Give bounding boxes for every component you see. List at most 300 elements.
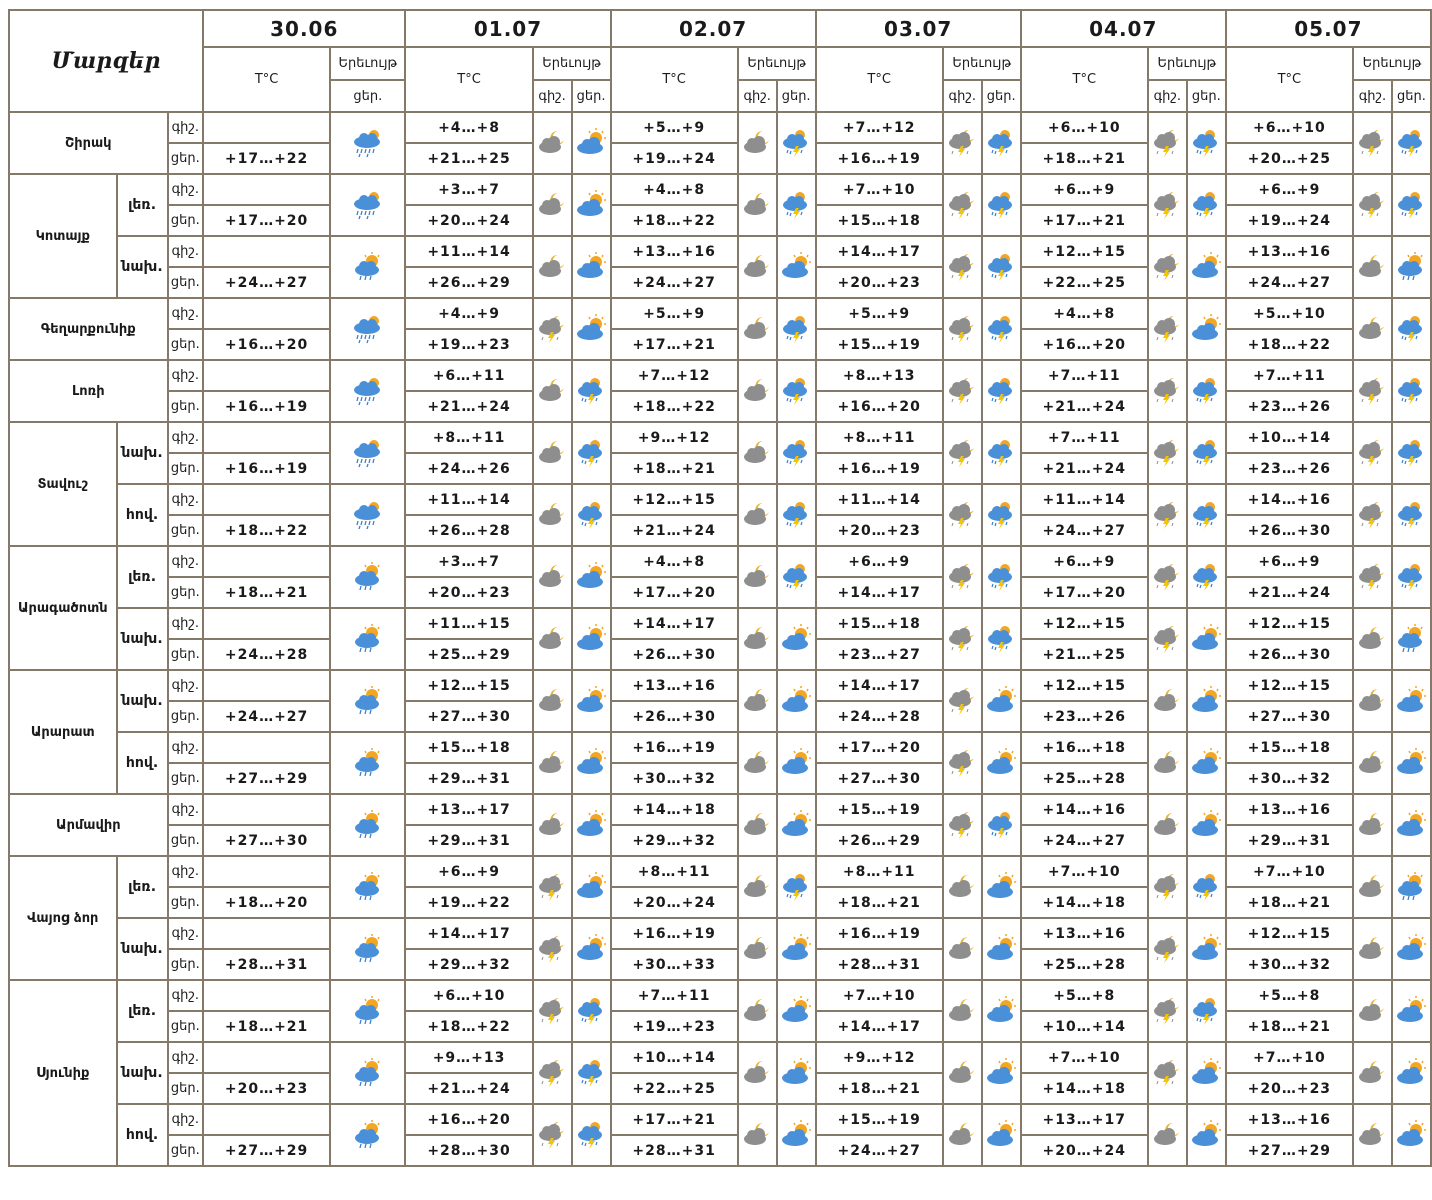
weather-icon-cell (738, 298, 777, 360)
thunder-cloud-icon (778, 175, 815, 235)
weather-icon-cell (572, 546, 611, 608)
thunder-cloud-icon (983, 113, 1020, 173)
region-name: Սյունիք (9, 980, 117, 1166)
cloud-moon-icon (944, 919, 981, 979)
weather-icon-cell (777, 1104, 816, 1166)
weather-icon-cell (982, 670, 1021, 732)
day-temp: +16…+20 (816, 391, 943, 422)
sun-rain-icon (331, 795, 404, 855)
thunder-cloud-icon (778, 423, 815, 483)
weather-icon-cell (1353, 670, 1392, 732)
cloud-moon-icon (534, 423, 571, 483)
day-temp: +18…+22 (611, 205, 738, 236)
sun-cloud-icon (573, 237, 610, 297)
night-temp: +6…+9 (1226, 546, 1353, 577)
weather-icon-cell (777, 174, 816, 236)
weather-icon-cell (1353, 1104, 1392, 1166)
temp-empty-cell (203, 608, 330, 639)
thunder-cloud-icon (573, 485, 610, 545)
storm-moon-icon (944, 671, 981, 731)
day-temp: +15…+19 (816, 329, 943, 360)
region-row-night (9, 174, 1431, 205)
night-temp: +11…+15 (405, 608, 532, 639)
weather-icon-cell (1392, 1042, 1431, 1104)
day-temp: +17…+22 (203, 143, 330, 174)
weather-icon-cell (777, 732, 816, 794)
temp-empty-cell (203, 856, 330, 887)
storm-moon-icon (1354, 113, 1391, 173)
day-temp: +28…+31 (816, 949, 943, 980)
day-temp: +14…+17 (816, 577, 943, 608)
cloud-moon-icon (1354, 237, 1391, 297)
weather-icon-cell (1353, 608, 1392, 670)
weather-icon-cell (1148, 546, 1187, 608)
weather-icon-cell (777, 236, 816, 298)
thunder-cloud-icon (983, 485, 1020, 545)
date-header: 04.07 (1021, 10, 1226, 47)
weather-icon-cell (1353, 298, 1392, 360)
time-label-day: ցեր. (168, 763, 203, 794)
cloud-moon-icon (739, 423, 776, 483)
night-temp: +5…+9 (816, 298, 943, 329)
temp-header: T°C (611, 47, 738, 112)
weather-icon-cell (982, 794, 1021, 856)
weather-icon-cell (943, 918, 982, 980)
night-temp: +8…+11 (405, 422, 532, 453)
day-temp: +20…+23 (816, 515, 943, 546)
weather-icon-cell (738, 484, 777, 546)
weather-icon-cell (777, 980, 816, 1042)
region-row-night (9, 670, 1431, 701)
temp-header: T°C (203, 47, 330, 112)
storm-moon-icon (1149, 423, 1186, 483)
day-temp: +23…+26 (1226, 453, 1353, 484)
sun-rain-icon (331, 671, 404, 731)
night-temp: +12…+15 (1021, 670, 1148, 701)
sun-rain-icon (331, 1043, 404, 1103)
temp-empty-cell (203, 1104, 330, 1135)
weather-icon-cell (982, 298, 1021, 360)
sun-rain-icon (1393, 609, 1430, 669)
weather-icon-cell (777, 360, 816, 422)
weather-icon-cell (1392, 360, 1431, 422)
night-temp: +6…+9 (1226, 174, 1353, 205)
night-temp: +13…+16 (1021, 918, 1148, 949)
cloud-moon-icon (739, 609, 776, 669)
sun-cloud-icon (1188, 919, 1225, 979)
night-temp: +6…+9 (1021, 546, 1148, 577)
weather-icon-cell (982, 174, 1021, 236)
time-label-night: գիշ. (168, 856, 203, 887)
weather-icon-cell (1392, 732, 1431, 794)
weather-icon-cell (1353, 794, 1392, 856)
day-temp: +17…+20 (203, 205, 330, 236)
storm-moon-icon (534, 299, 571, 359)
weather-icon-cell (738, 980, 777, 1042)
storm-moon-icon (1149, 857, 1186, 917)
weather-icon-cell (330, 794, 405, 856)
night-temp: +12…+15 (1226, 608, 1353, 639)
day-temp: +19…+24 (1226, 205, 1353, 236)
region-row-night (9, 484, 1431, 515)
storm-moon-icon (1149, 485, 1186, 545)
cloud-moon-icon (534, 237, 571, 297)
day-temp: +24…+27 (816, 1135, 943, 1166)
storm-moon-icon (1354, 485, 1391, 545)
day-temp: +21…+24 (405, 1073, 532, 1104)
sun-cloud-icon (983, 1043, 1020, 1103)
thunder-cloud-icon (1188, 113, 1225, 173)
weather-icon-cell (330, 1042, 405, 1104)
night-header: գիշ. (943, 80, 982, 112)
day-temp: +21…+24 (1226, 577, 1353, 608)
sun-cloud-icon (1393, 1105, 1430, 1165)
day-temp: +26…+29 (816, 825, 943, 856)
cloud-moon-icon (534, 361, 571, 421)
cloud-moon-icon (1149, 1105, 1186, 1165)
weather-icon-cell (533, 1042, 572, 1104)
day-temp: +26…+30 (1226, 639, 1353, 670)
zone-label: հով. (117, 732, 168, 794)
night-header: գիշ. (1148, 80, 1187, 112)
weather-header: Երեւույթ (943, 47, 1021, 80)
cloud-moon-icon (534, 485, 571, 545)
sun-cloud-icon (573, 547, 610, 607)
weather-icon-cell (533, 112, 572, 174)
day-temp: +16…+20 (1021, 329, 1148, 360)
day-temp: +21…+25 (405, 143, 532, 174)
night-temp: +6…+10 (1226, 112, 1353, 143)
time-label-day: ցեր. (168, 205, 203, 236)
storm-moon-icon (1354, 547, 1391, 607)
weather-icon-cell (533, 484, 572, 546)
zone-label: լեռ. (117, 174, 168, 236)
weather-icon-cell (330, 422, 405, 484)
sun-cloud-icon (778, 1043, 815, 1103)
cloud-moon-icon (739, 1105, 776, 1165)
weather-icon-cell (943, 484, 982, 546)
temp-header: T°C (816, 47, 943, 112)
weather-icon-cell (533, 918, 572, 980)
weather-icon-cell (1392, 236, 1431, 298)
storm-moon-icon (1149, 175, 1186, 235)
rain-cloud-icon (331, 113, 404, 173)
region-row-night (9, 298, 1431, 329)
weather-icon-cell (1392, 794, 1431, 856)
storm-moon-icon (1354, 423, 1391, 483)
thunder-cloud-icon (573, 361, 610, 421)
night-temp: +15…+18 (816, 608, 943, 639)
thunder-cloud-icon (1188, 547, 1225, 607)
day-temp: +14…+18 (1021, 887, 1148, 918)
weather-icon-cell (572, 918, 611, 980)
time-label-night: գիշ. (168, 546, 203, 577)
storm-moon-icon (1149, 113, 1186, 173)
sun-cloud-icon (1188, 299, 1225, 359)
day-temp: +30…+32 (1226, 949, 1353, 980)
weather-icon-cell (943, 794, 982, 856)
sun-cloud-icon (1393, 981, 1430, 1041)
region-row-night (9, 1042, 1431, 1073)
storm-moon-icon (1149, 609, 1186, 669)
storm-moon-icon (1149, 981, 1186, 1041)
temp-header: T°C (1226, 47, 1353, 112)
time-label-night: գիշ. (168, 484, 203, 515)
temp-empty-cell (203, 546, 330, 577)
day-temp: +16…+20 (203, 329, 330, 360)
night-temp: +8…+11 (611, 856, 738, 887)
region-name: Տավուշ (9, 422, 117, 546)
day-temp: +17…+20 (611, 577, 738, 608)
weather-icon-cell (1148, 608, 1187, 670)
storm-moon-icon (534, 857, 571, 917)
cloud-moon-icon (944, 981, 981, 1041)
cloud-moon-icon (534, 547, 571, 607)
day-temp: +25…+29 (405, 639, 532, 670)
weather-icon-cell (982, 1104, 1021, 1166)
weather-icon-cell (738, 174, 777, 236)
night-temp: +5…+10 (1226, 298, 1353, 329)
thunder-cloud-icon (983, 237, 1020, 297)
storm-moon-icon (944, 423, 981, 483)
date-header: 30.06 (203, 10, 405, 47)
thunder-cloud-icon (983, 423, 1020, 483)
region-row-night (9, 236, 1431, 267)
day-temp: +30…+33 (611, 949, 738, 980)
day-temp: +22…+25 (1021, 267, 1148, 298)
thunder-cloud-icon (573, 423, 610, 483)
storm-moon-icon (944, 547, 981, 607)
cloud-moon-icon (739, 237, 776, 297)
thunder-cloud-icon (778, 857, 815, 917)
night-temp: +16…+20 (405, 1104, 532, 1135)
time-label-night: գիշ. (168, 794, 203, 825)
zone-label: լեռ. (117, 980, 168, 1042)
day-temp: +20…+24 (1021, 1135, 1148, 1166)
day-temp: +19…+24 (611, 143, 738, 174)
weather-icon-cell (943, 1104, 982, 1166)
night-header: գիշ. (1353, 80, 1392, 112)
weather-icon-cell (982, 918, 1021, 980)
thunder-cloud-icon (1188, 361, 1225, 421)
night-temp: +12…+15 (1021, 236, 1148, 267)
temp-empty-cell (203, 794, 330, 825)
night-temp: +11…+14 (1021, 484, 1148, 515)
weather-icon-cell (777, 608, 816, 670)
night-temp: +7…+10 (1021, 1042, 1148, 1073)
weather-icon-cell (982, 422, 1021, 484)
night-temp: +15…+19 (816, 794, 943, 825)
day-temp: +21…+25 (1021, 639, 1148, 670)
weather-icon-cell (1148, 732, 1187, 794)
weather-icon-cell (572, 112, 611, 174)
weather-icon-cell (1148, 980, 1187, 1042)
weather-icon-cell (1392, 484, 1431, 546)
weather-icon-cell (572, 608, 611, 670)
weather-icon-cell (533, 980, 572, 1042)
cloud-moon-icon (739, 981, 776, 1041)
night-temp: +7…+11 (1226, 360, 1353, 391)
sun-cloud-icon (778, 609, 815, 669)
sun-cloud-icon (778, 671, 815, 731)
region-name: Կոտայք (9, 174, 117, 298)
day-temp: +27…+30 (1226, 701, 1353, 732)
day-temp: +24…+28 (203, 639, 330, 670)
cloud-moon-icon (739, 361, 776, 421)
weather-icon-cell (572, 856, 611, 918)
storm-moon-icon (1354, 361, 1391, 421)
weather-icon-cell (1187, 1104, 1226, 1166)
thunder-cloud-icon (1188, 485, 1225, 545)
cloud-moon-icon (739, 919, 776, 979)
weather-icon-cell (1148, 856, 1187, 918)
date-header: 02.07 (611, 10, 816, 47)
weather-icon-cell (572, 298, 611, 360)
thunder-cloud-icon (983, 175, 1020, 235)
night-temp: +4…+8 (1021, 298, 1148, 329)
day-temp: +27…+29 (1226, 1135, 1353, 1166)
day-temp: +16…+19 (816, 453, 943, 484)
thunder-cloud-icon (778, 299, 815, 359)
temp-empty-cell (203, 1042, 330, 1073)
weather-icon-cell (982, 484, 1021, 546)
weather-header: Երեւույթ (1353, 47, 1431, 80)
cloud-moon-icon (739, 113, 776, 173)
weather-icon-cell (1148, 918, 1187, 980)
cloud-moon-icon (739, 1043, 776, 1103)
region-name: Վայոց ձոր (9, 856, 117, 980)
night-temp: +15…+19 (816, 1104, 943, 1135)
weather-icon-cell (1148, 298, 1187, 360)
sun-rain-icon (331, 1105, 404, 1165)
temp-empty-cell (203, 174, 330, 205)
night-temp: +5…+9 (611, 298, 738, 329)
sun-cloud-icon (983, 919, 1020, 979)
weather-icon-cell (1148, 484, 1187, 546)
day-temp: +21…+24 (1021, 453, 1148, 484)
day-temp: +24…+27 (1226, 267, 1353, 298)
day-header: ցեր. (777, 80, 816, 112)
day-temp: +27…+29 (203, 1135, 330, 1166)
day-temp: +27…+30 (816, 763, 943, 794)
day-temp: +18…+20 (203, 887, 330, 918)
day-temp: +20…+24 (405, 205, 532, 236)
weather-icon-cell (738, 1042, 777, 1104)
day-temp: +17…+21 (611, 329, 738, 360)
weather-icon-cell (572, 484, 611, 546)
weather-icon-cell (572, 980, 611, 1042)
weather-header: Երեւույթ (738, 47, 816, 80)
sun-cloud-icon (573, 671, 610, 731)
day-temp: +18…+21 (1226, 887, 1353, 918)
day-temp: +18…+21 (1021, 143, 1148, 174)
night-temp: +11…+14 (405, 236, 532, 267)
weather-icon-cell (1392, 980, 1431, 1042)
night-temp: +14…+17 (611, 608, 738, 639)
zone-label: լեռ. (117, 856, 168, 918)
weather-icon-cell (330, 980, 405, 1042)
thunder-cloud-icon (983, 609, 1020, 669)
day-temp: +27…+30 (203, 825, 330, 856)
weather-icon-cell (943, 422, 982, 484)
thunder-cloud-icon (983, 795, 1020, 855)
thunder-cloud-icon (778, 361, 815, 421)
storm-moon-icon (1354, 175, 1391, 235)
cloud-moon-icon (944, 1043, 981, 1103)
weather-icon-cell (1392, 112, 1431, 174)
day-temp: +18…+22 (611, 391, 738, 422)
night-temp: +9…+13 (405, 1042, 532, 1073)
night-temp: +13…+17 (1021, 1104, 1148, 1135)
weather-icon-cell (738, 856, 777, 918)
weather-icon-cell (943, 670, 982, 732)
time-label-night: գիշ. (168, 298, 203, 329)
thunder-cloud-icon (983, 361, 1020, 421)
weather-icon-cell (330, 608, 405, 670)
header-row-dates (9, 10, 1431, 47)
weather-icon-cell (572, 174, 611, 236)
weather-icon-cell (1353, 174, 1392, 236)
region-row-night (9, 980, 1431, 1011)
sun-cloud-icon (573, 919, 610, 979)
weather-icon-cell (572, 236, 611, 298)
weather-icon-cell (1187, 918, 1226, 980)
day-temp: +26…+30 (611, 701, 738, 732)
weather-icon-cell (533, 732, 572, 794)
region-row-night (9, 360, 1431, 391)
day-temp: +19…+23 (611, 1011, 738, 1042)
night-temp: +13…+16 (611, 236, 738, 267)
cloud-moon-icon (1354, 981, 1391, 1041)
sun-cloud-icon (1393, 919, 1430, 979)
night-temp: +12…+15 (1226, 670, 1353, 701)
sun-cloud-icon (573, 609, 610, 669)
day-temp: +20…+23 (203, 1073, 330, 1104)
sun-cloud-icon (1393, 733, 1430, 793)
cloud-moon-icon (534, 113, 571, 173)
weather-icon-cell (982, 980, 1021, 1042)
weather-icon-cell (1392, 608, 1431, 670)
zone-label: լեռ. (117, 546, 168, 608)
region-row-night (9, 918, 1431, 949)
night-temp: +9…+12 (611, 422, 738, 453)
region-row-night (9, 732, 1431, 763)
weather-icon-cell (533, 174, 572, 236)
thunder-cloud-icon (1393, 175, 1430, 235)
temp-empty-cell (203, 980, 330, 1011)
region-name: Լոռի (9, 360, 168, 422)
time-label-day: ցեր. (168, 515, 203, 546)
weather-icon-cell (1187, 484, 1226, 546)
storm-moon-icon (944, 733, 981, 793)
cloud-moon-icon (739, 795, 776, 855)
day-temp: +16…+19 (203, 453, 330, 484)
region-name: Արագածոտն (9, 546, 117, 670)
night-temp: +17…+21 (611, 1104, 738, 1135)
weather-icon-cell (943, 174, 982, 236)
day-temp: +20…+23 (405, 577, 532, 608)
night-temp: +15…+18 (405, 732, 532, 763)
cloud-moon-icon (1354, 299, 1391, 359)
time-label-day: ցեր. (168, 825, 203, 856)
sun-cloud-icon (1393, 795, 1430, 855)
weather-icon-cell (943, 112, 982, 174)
time-label-day: ցեր. (168, 143, 203, 174)
weather-icon-cell (330, 670, 405, 732)
night-temp: +13…+16 (611, 670, 738, 701)
night-temp: +13…+16 (1226, 236, 1353, 267)
night-temp: +8…+11 (816, 422, 943, 453)
